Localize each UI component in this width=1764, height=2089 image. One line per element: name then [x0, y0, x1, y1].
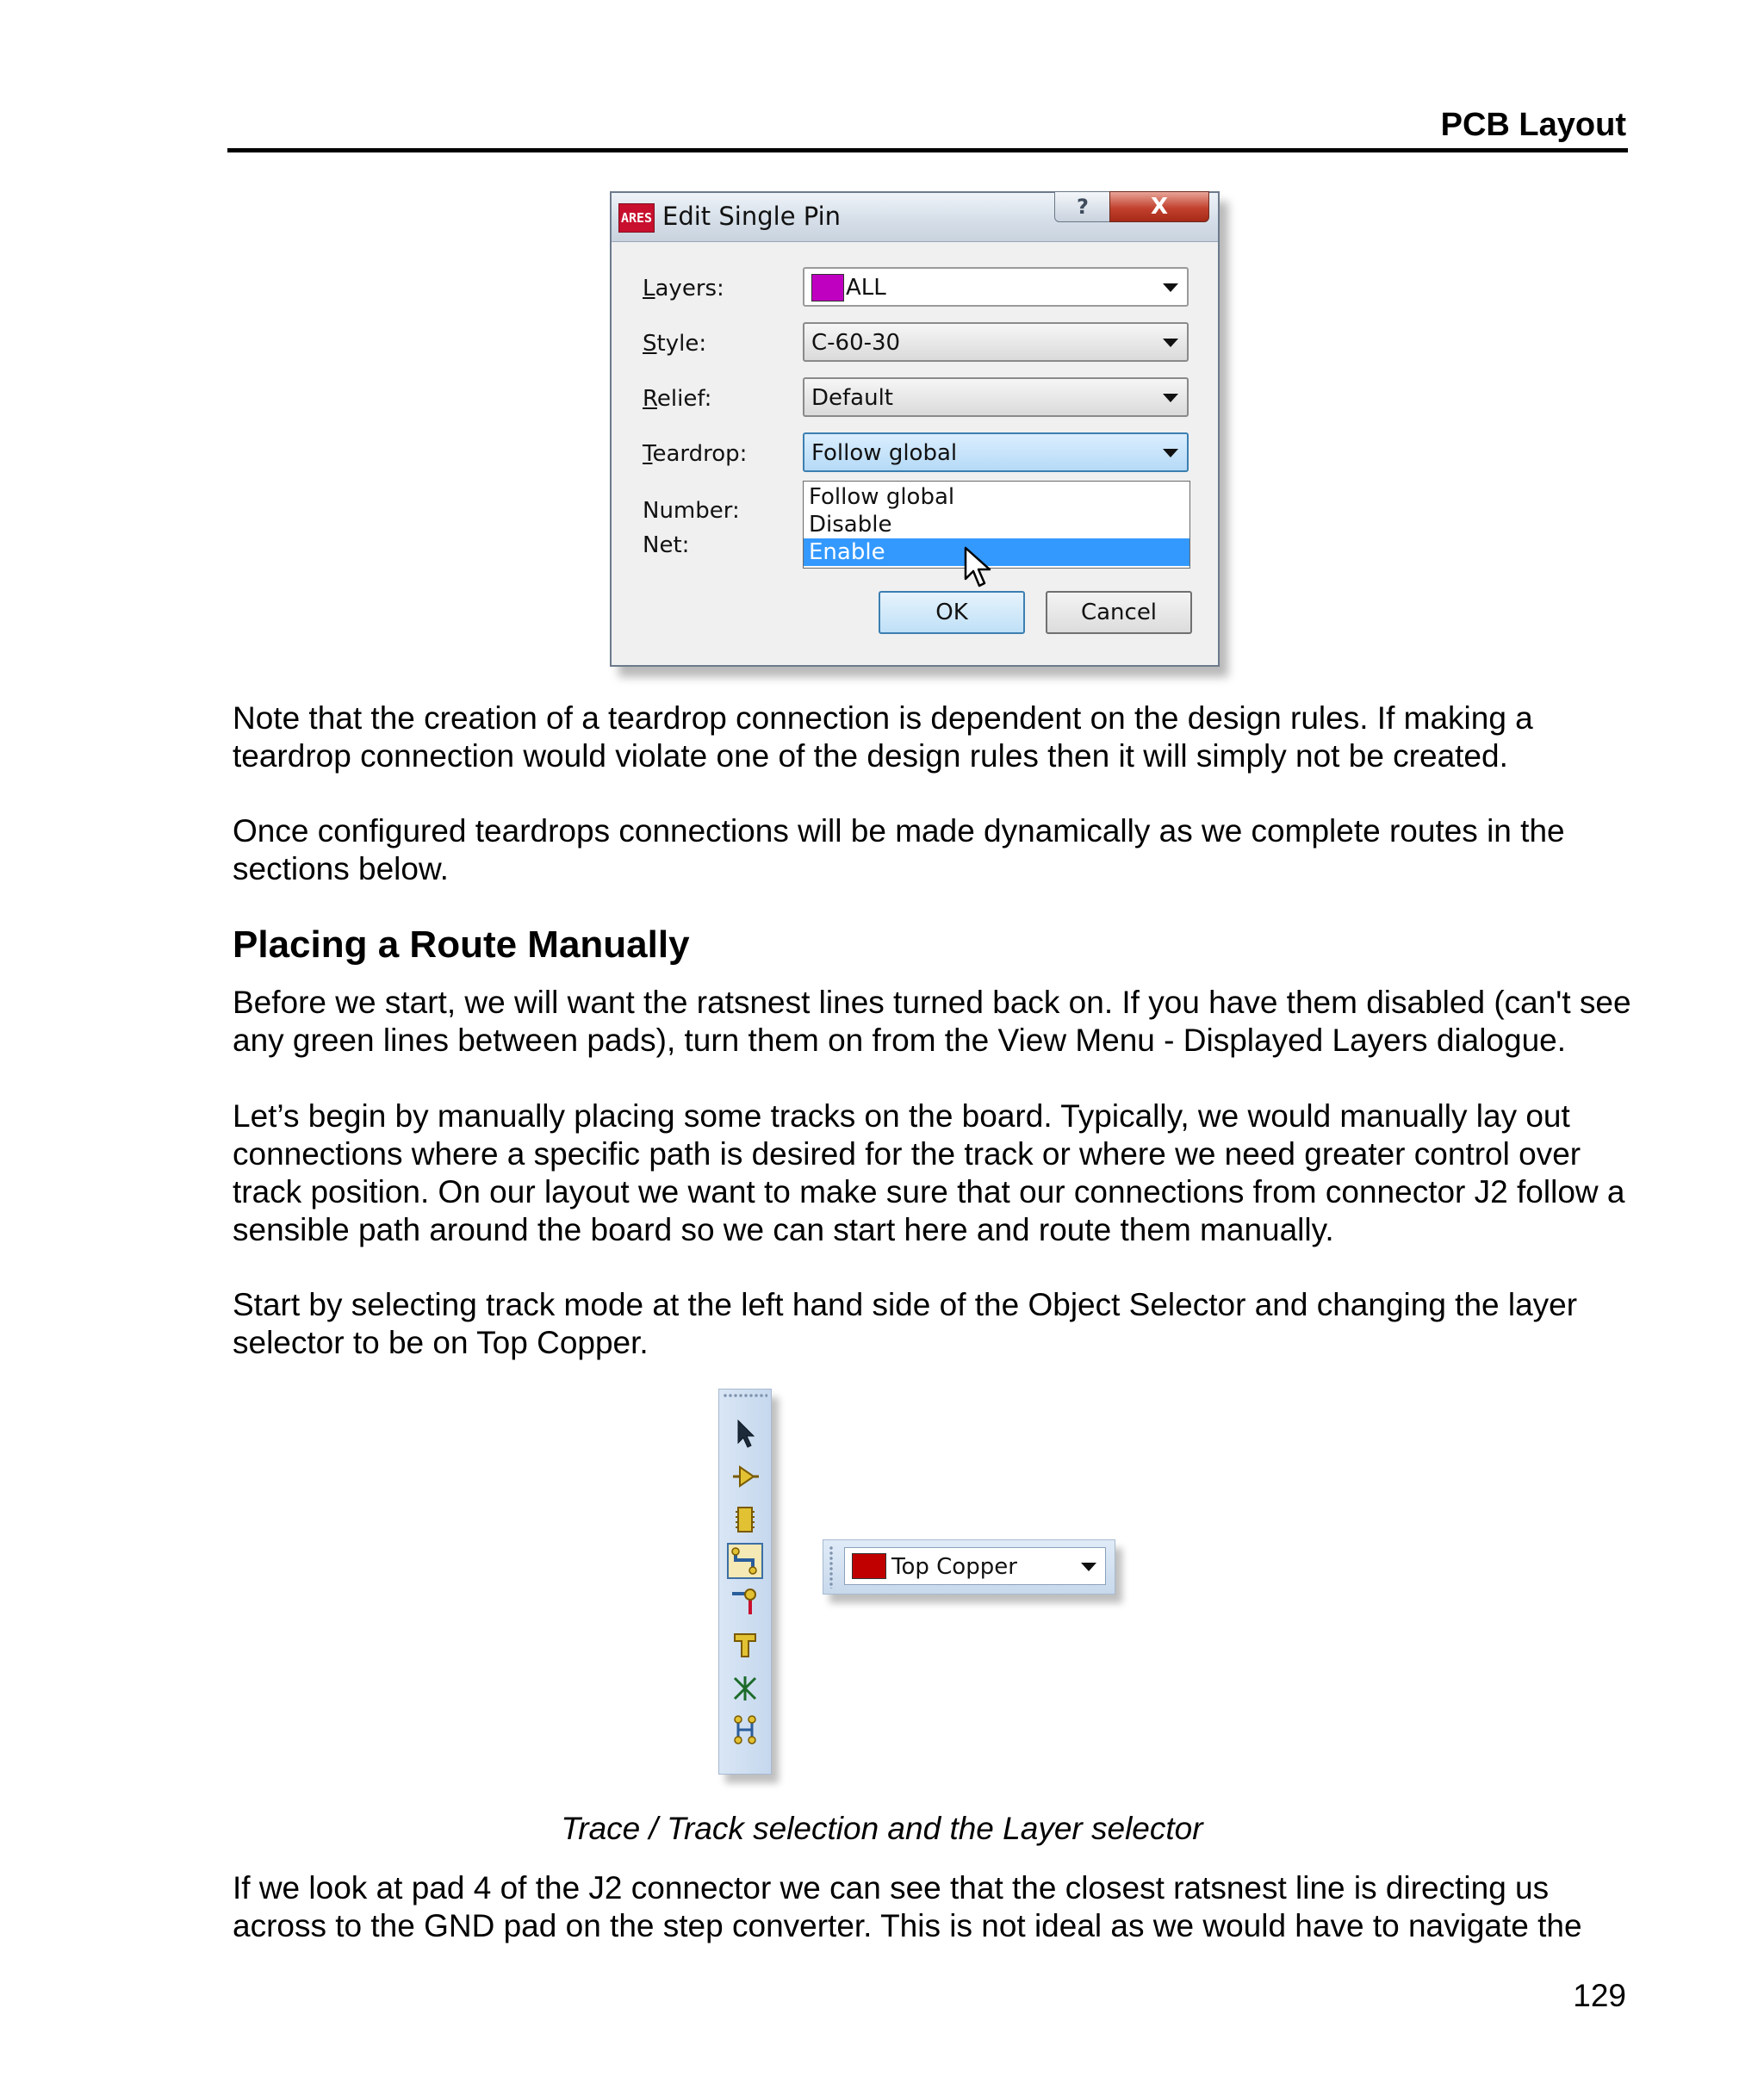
paragraph-pad-4: If we look at pad 4 of the J2 connector we can see that the closest ratsnest line is directing us across to the GND pad on the step converter. This is not ideal as we would have to navigate the: [233, 1870, 1582, 1943]
layer-color-swatch-icon: [852, 1553, 886, 1579]
style-value: C-60-30: [811, 330, 901, 356]
layer-color-swatch-icon: [811, 274, 844, 302]
paragraph-track-mode: Start by selecting track mode at the left hand side of the Object Selector and changing the layer selector to be on Top Copper.: [233, 1287, 1578, 1360]
dialog-title: Edit Single Pin: [662, 202, 842, 231]
dropdown-option-disable[interactable]: Disable: [809, 512, 892, 538]
component-icon[interactable]: [727, 1458, 763, 1495]
paragraph-ratsnest: Before we start, we will want the ratsnest lines turned back on. If you have them disabled (can't see any green lines between pads), turn them on from the View Menu - Displayed Layers dialogue.: [233, 985, 1631, 1058]
teardrop-label: Teardrop:: [643, 441, 748, 467]
layer-selector-toolbar: [823, 1539, 1115, 1595]
layer-selector[interactable]: [844, 1547, 1106, 1585]
connectivity-icon[interactable]: [727, 1712, 763, 1748]
teardrop-value: Follow global: [811, 440, 958, 466]
track-icon[interactable]: [727, 1543, 763, 1579]
number-label: Number:: [643, 498, 740, 524]
layers-select[interactable]: [803, 267, 1189, 307]
paragraph-teardrop-dynamic: Once configured teardrops connections will be made dynamically as we complete routes in the sections below.: [233, 813, 1565, 886]
paragraph-manual-tracks: Let’s begin by manually placing some tracks on the board. Typically, we would manually lay out connections where a specific path is desired for the track or where we need greater control over track position. On our layout we want to make sure that our connections from connector J2 follow a sensible path around the board so we can start here and route them manually.: [233, 1098, 1625, 1247]
running-header: PCB Layout: [1440, 107, 1626, 143]
toolbar-grip[interactable]: [723, 1393, 767, 1398]
close-button[interactable]: X: [1109, 191, 1209, 222]
net-label: Net:: [643, 532, 690, 558]
dropdown-option-enable[interactable]: Enable: [804, 538, 1189, 566]
relief-label: Relief:: [643, 386, 712, 412]
relief-select[interactable]: [803, 377, 1189, 417]
header-rule: [227, 148, 1628, 152]
layer-selector-value: Top Copper: [891, 1554, 1017, 1580]
chevron-down-icon: [1163, 394, 1178, 402]
chevron-down-icon: [1081, 1563, 1096, 1571]
mouse-pointer-icon: [964, 546, 993, 589]
via-icon[interactable]: [727, 1584, 763, 1620]
toolbar-grip[interactable]: [829, 1545, 834, 1589]
object-selector-toolbar: [718, 1389, 772, 1775]
style-select[interactable]: [803, 322, 1189, 362]
text-icon[interactable]: [727, 1627, 763, 1663]
layers-value: ALL: [846, 275, 886, 301]
chevron-down-icon: [1163, 339, 1178, 347]
dropdown-option-follow-global[interactable]: Follow global: [809, 484, 955, 510]
layers-label: Layers:: [643, 276, 724, 302]
edit-single-pin-dialog: [610, 191, 1220, 667]
paragraph-teardrop-rules: Note that the creation of a teardrop connection is dependent on the design rules. If making a teardrop connection would violate one of the design rules then it will simply not be created.: [233, 700, 1533, 774]
help-button[interactable]: ?: [1054, 191, 1111, 222]
ratsnest-icon[interactable]: [727, 1670, 763, 1707]
cancel-button[interactable]: Cancel: [1046, 591, 1192, 634]
teardrop-select[interactable]: [803, 432, 1189, 472]
section-heading: Placing a Route Manually: [233, 923, 690, 966]
chevron-down-icon: [1163, 283, 1178, 292]
figure-caption: Trace / Track selection and the Layer selector: [561, 1811, 1203, 1846]
ok-button[interactable]: OK: [879, 591, 1025, 634]
teardrop-dropdown-list: [803, 481, 1190, 569]
style-label: Style:: [643, 331, 707, 357]
relief-value: Default: [811, 385, 893, 411]
ares-logo-icon: ARES: [618, 203, 655, 233]
selection-arrow-icon[interactable]: [727, 1415, 763, 1452]
chevron-down-icon: [1163, 449, 1178, 457]
dialog-titlebar: [612, 193, 1218, 242]
package-icon[interactable]: [727, 1501, 763, 1538]
page-number: 129: [1573, 1978, 1626, 2013]
